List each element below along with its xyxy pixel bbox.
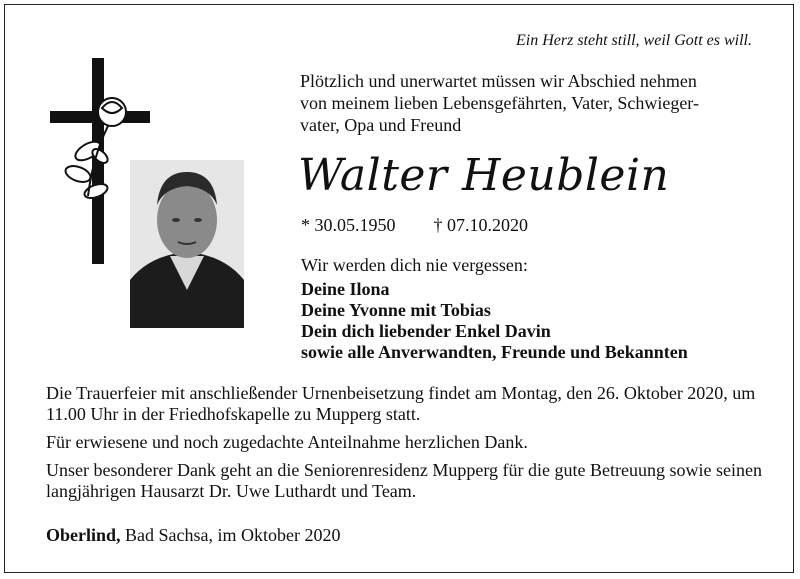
funeral-info: Die Trauerfeier mit anschließender Urnenbeisetzung findet am Montag, den 26. Oktober 2020, um 11.00 Uhr in der Friedhofskapelle zu Mupperg statt. [46, 383, 756, 424]
life-dates [301, 215, 528, 236]
deceased-name: Walter Heublein [298, 150, 670, 201]
family-line: Dein dich liebender Enkel Davin [301, 321, 551, 341]
intro-line: von meinem lieben Lebensgefährten, Vater, Schwieger- [300, 93, 699, 113]
place-date-footer [46, 525, 340, 546]
special-thanks: Unser besonderer Dank geht an die Seniorenresidenz Mupperg für die gute Betreuung sowie seinen langjährigen Hausarzt Dr. Uwe Luthardt und Team. [46, 460, 762, 501]
family-line: Deine Yvonne mit Tobias [301, 300, 491, 320]
death-date: † 07.10.2020 [433, 215, 528, 235]
family-list [301, 279, 688, 363]
birth-date: * 30.05.1950 [301, 215, 396, 235]
notice-body [46, 383, 766, 509]
footer-place: Oberlind, [46, 525, 121, 545]
intro-line: Plötzlich und unerwartet müssen wir Abschied nehmen [300, 71, 697, 91]
thanks-line: Für erwiesene und noch zugedachte Anteilnahme herzlichen Dank. [46, 432, 528, 452]
family-line: sowie alle Anverwandten, Freunde und Bekannten [301, 342, 688, 362]
intro-text [300, 70, 760, 136]
intro-line: vater, Opa und Freund [300, 115, 462, 135]
remember-line: Wir werden dich nie vergessen: [301, 255, 528, 275]
footer-rest: Bad Sachsa, im Oktober 2020 [120, 525, 341, 545]
portrait-photo [130, 160, 244, 328]
motto: Ein Herz steht still, weil Gott es will. [516, 32, 752, 49]
family-line: Deine Ilona [301, 279, 390, 299]
